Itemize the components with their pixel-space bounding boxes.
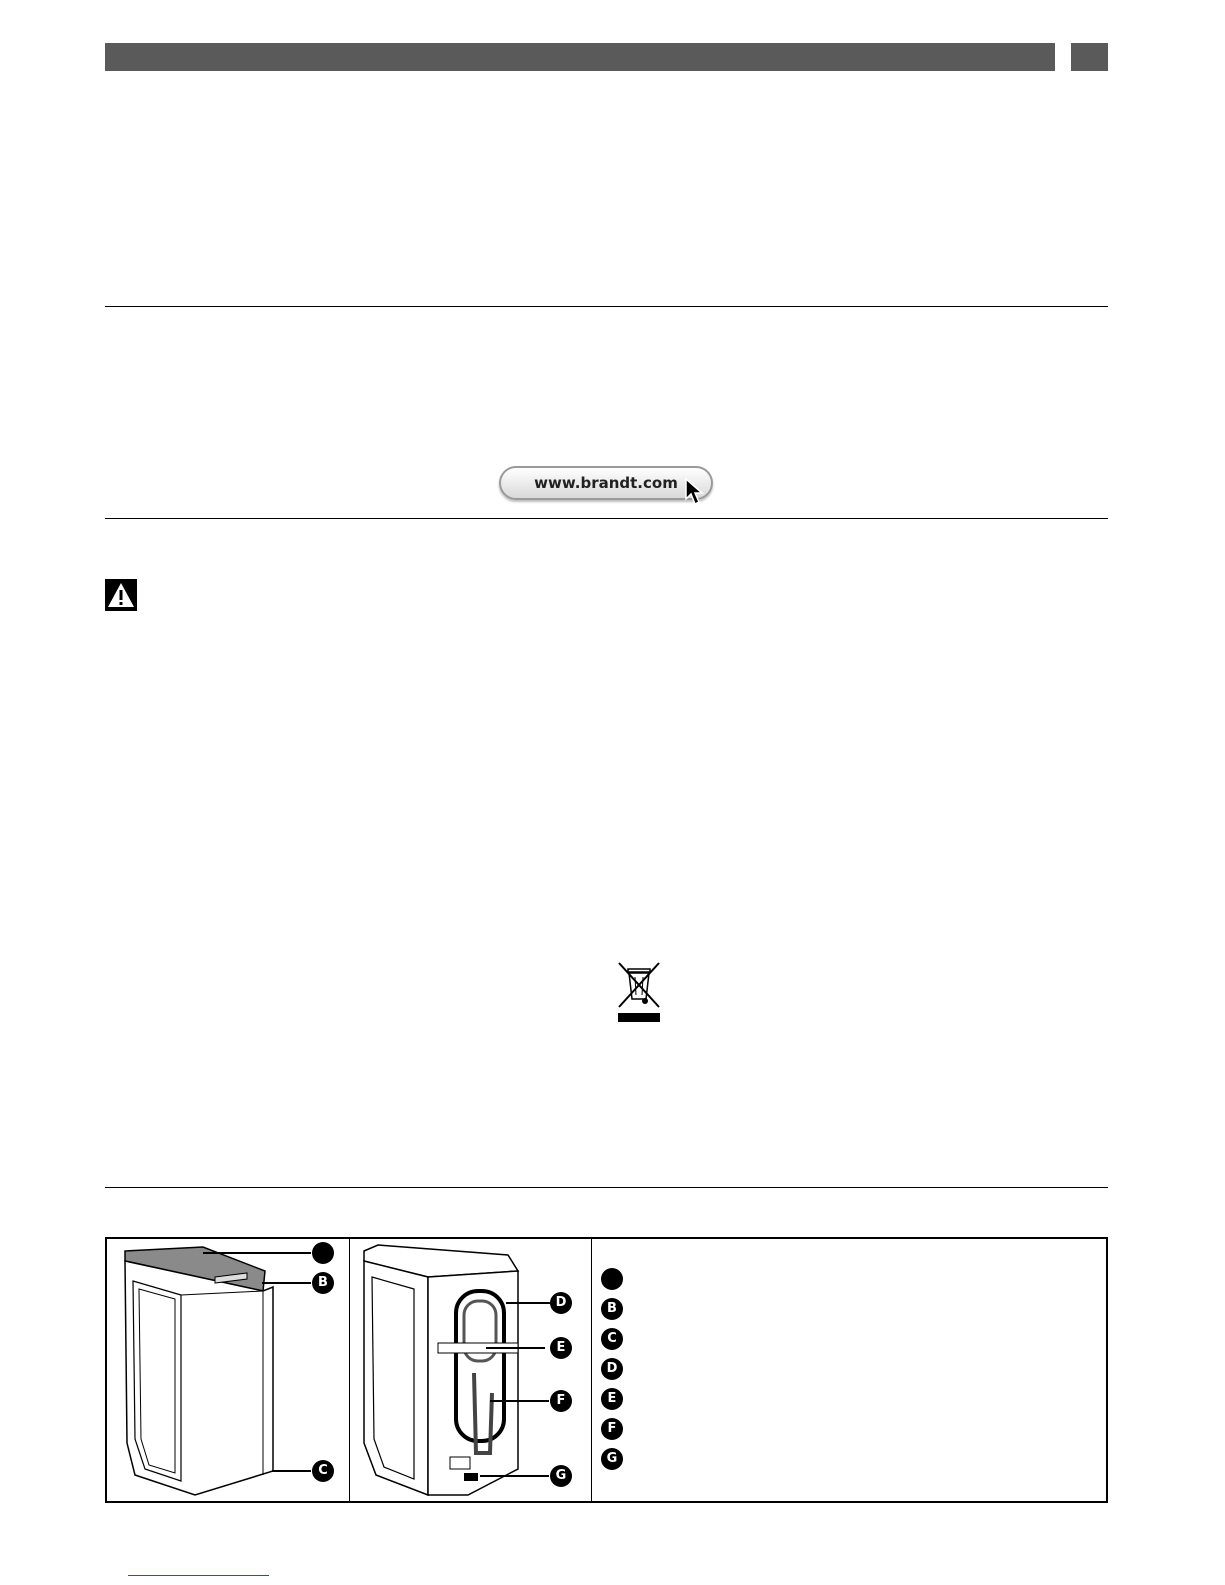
callout-b: B xyxy=(312,1272,334,1294)
crossed-out-wheelie-bin-icon xyxy=(617,961,661,1023)
warning-triangle-icon xyxy=(105,579,137,611)
figure-divider xyxy=(591,1239,592,1501)
section-divider xyxy=(105,1187,1108,1188)
legend-badge xyxy=(601,1268,623,1290)
legend-badge: G xyxy=(601,1448,623,1470)
callout-leader xyxy=(486,1347,545,1349)
callout-g: G xyxy=(550,1465,572,1487)
callout-f: F xyxy=(550,1390,572,1412)
figure-divider xyxy=(349,1239,350,1501)
callout-c: C xyxy=(312,1460,334,1482)
section-divider xyxy=(105,306,1108,307)
website-link[interactable]: www.brandt.com xyxy=(499,466,713,500)
callout-d: D xyxy=(550,1292,572,1314)
legend-badge: D xyxy=(601,1358,623,1380)
callout-leader xyxy=(506,1302,554,1304)
legend-badge: B xyxy=(601,1298,623,1320)
callout-leader xyxy=(480,1475,549,1477)
footer-link[interactable] xyxy=(128,1575,269,1576)
callout-leader xyxy=(490,1400,549,1402)
callout-leader xyxy=(203,1252,311,1254)
header-bar xyxy=(105,43,1055,71)
page-number-tab xyxy=(1071,43,1108,71)
warning-icon xyxy=(105,579,137,611)
washer-back-view-illustration xyxy=(358,1243,588,1498)
mouse-cursor-icon xyxy=(684,478,706,506)
legend-badge: C xyxy=(601,1328,623,1350)
section-divider xyxy=(105,518,1108,519)
callout-e: E xyxy=(550,1337,572,1359)
legend-badge: F xyxy=(601,1418,623,1440)
callout-a xyxy=(312,1242,334,1264)
callout-leader xyxy=(262,1282,311,1284)
legend-badge: E xyxy=(601,1388,623,1410)
callout-leader xyxy=(272,1470,311,1472)
